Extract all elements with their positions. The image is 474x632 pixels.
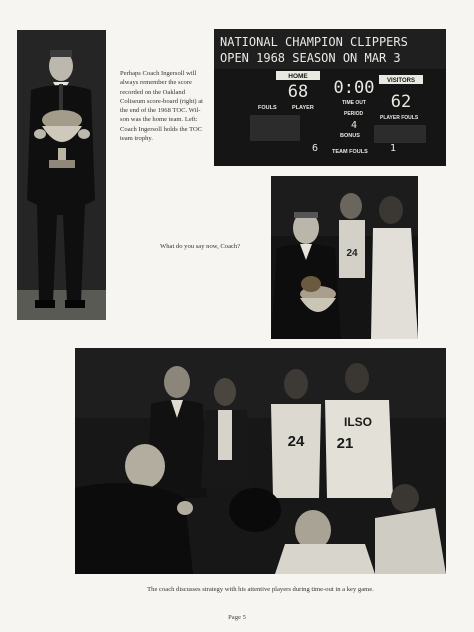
- scoreboard-banner-line1: NATIONAL CHAMPION CLIPPERS: [220, 35, 408, 49]
- scoreboard-team-fouls-label: TEAM FOULS: [332, 149, 368, 155]
- jersey-number-timeout-left: 24: [287, 433, 305, 450]
- scoreboard-bonus-label: BONUS: [340, 133, 360, 139]
- jersey-number-timeout-right: 21: [336, 435, 354, 452]
- timeout-huddle-image: [75, 348, 446, 574]
- photo-scoreboard: [214, 29, 446, 166]
- scoreboard-player-label: PLAYER: [292, 105, 314, 111]
- page-number: Page 5: [228, 614, 246, 621]
- coach-trophy-image: [17, 30, 106, 320]
- scoreboard-period-label: PERIOD: [344, 111, 364, 117]
- scoreboard-player-fouls-label: PLAYER FOULS: [380, 115, 419, 121]
- coach-with-players-image: [271, 176, 418, 339]
- photo-coach-with-players: [271, 176, 418, 339]
- scoreboard-team-fouls-value-right: 1: [390, 143, 397, 154]
- scoreboard-team-fouls-value: 6: [312, 143, 319, 154]
- jersey-number-question: 24: [346, 248, 358, 259]
- scoreboard-visitors-score: 62: [390, 92, 412, 112]
- caption-question: What do you say now, Coach?: [160, 243, 241, 250]
- scoreboard-image: [214, 29, 446, 166]
- scoreboard-time: 0:00: [333, 78, 375, 98]
- scoreboard-banner-line2: OPEN 1968 SEASON ON MAR 3: [220, 51, 401, 65]
- scoreboard-period-value: 4: [350, 120, 358, 131]
- jersey-letters-timeout: ILSO: [343, 415, 373, 429]
- photo-coach-holding-trophy: [17, 30, 106, 320]
- scoreboard-fouls-label: FOULS: [258, 105, 277, 111]
- scoreboard-time-out-label: TIME OUT: [342, 100, 366, 106]
- photo-timeout-huddle: [75, 348, 446, 574]
- scoreboard-home-score: 68: [287, 82, 309, 102]
- scoreboard-home-label: HOME: [288, 73, 308, 80]
- scoreboard-visitors-label: VISITORS: [387, 78, 415, 84]
- caption-timeout: The coach discusses strategy with his attentive players during time-out in a key game.: [147, 586, 374, 593]
- caption-trophy: Perhaps Coach Ingersoll will always remember the score recorded on the Oakland Coliseum score-board (right) at the end of the 1968 TOC. Wil-son was the home team. Left: Coach Ingersoll holds the TOC team trophy.: [120, 70, 203, 143]
